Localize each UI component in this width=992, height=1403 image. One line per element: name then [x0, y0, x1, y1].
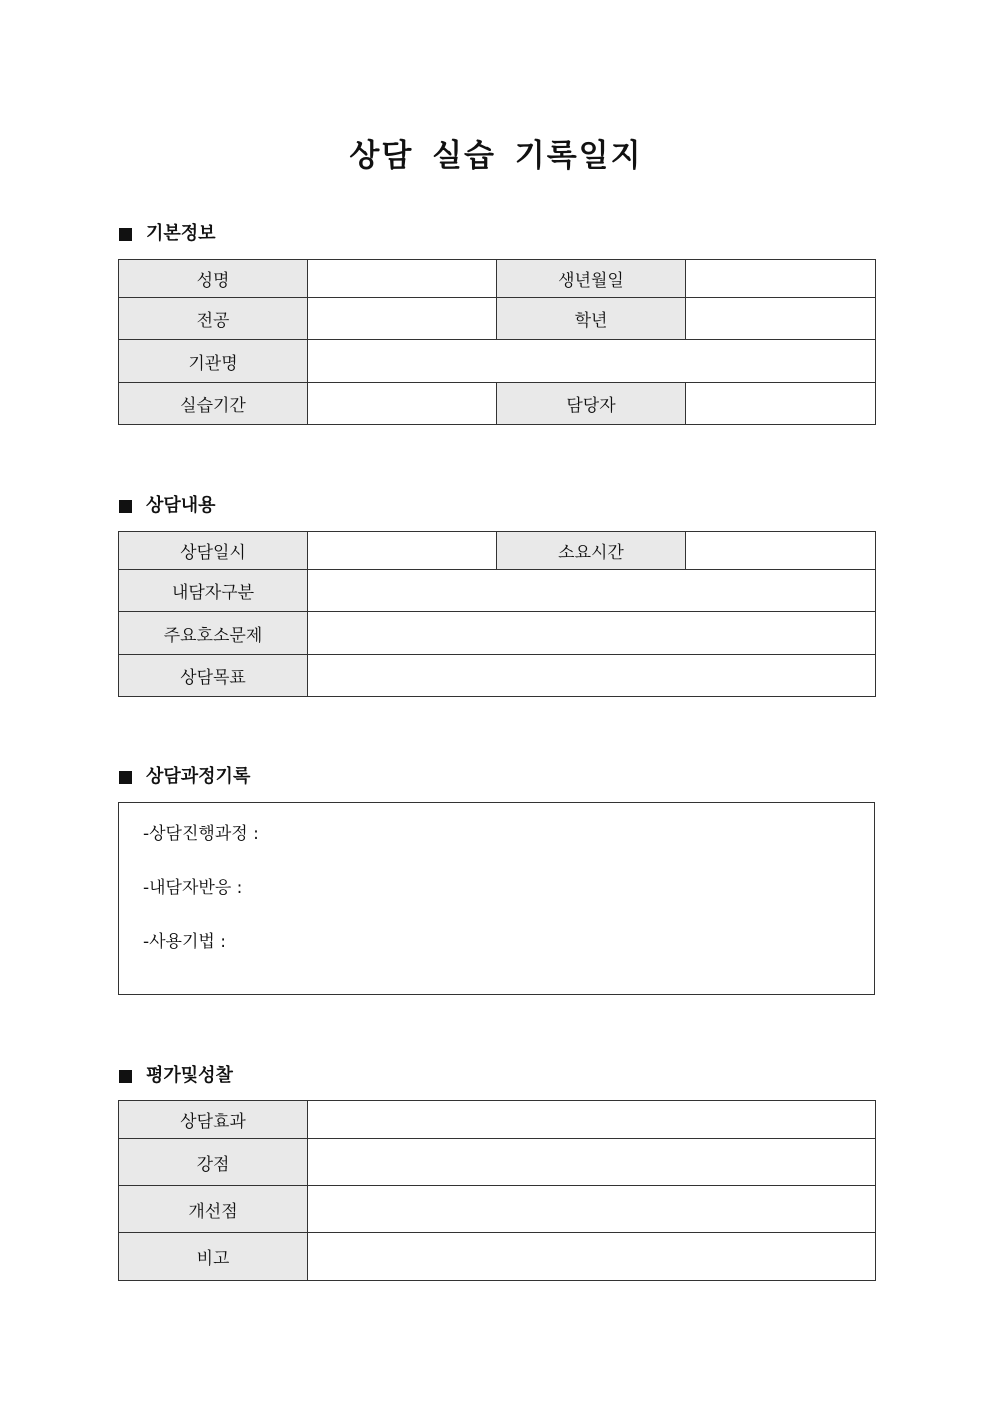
effect-label: 상담효과 [119, 1101, 308, 1139]
period-field[interactable] [308, 383, 497, 425]
major-field[interactable] [308, 298, 497, 340]
table-row [119, 260, 876, 298]
remarks-label: 비고 [119, 1233, 308, 1281]
section-heading-basic-info [119, 222, 216, 246]
table-row [119, 570, 876, 612]
remarks-field[interactable] [308, 1233, 876, 1281]
strength-label: 강점 [119, 1139, 308, 1186]
table-row [119, 298, 876, 340]
table-row [119, 1233, 876, 1281]
square-bullet-icon [119, 1070, 132, 1083]
effect-field[interactable] [308, 1101, 876, 1139]
basic-info-table [118, 259, 876, 425]
section-heading-label: 상담내용 [146, 495, 216, 516]
institution-field[interactable] [308, 340, 876, 383]
birthdate-label: 생년월일 [497, 260, 686, 298]
square-bullet-icon [119, 500, 132, 513]
period-label: 실습기간 [119, 383, 308, 425]
name-label: 성명 [119, 260, 308, 298]
counseling-content-table [118, 531, 876, 697]
section-heading-label: 상담과정기록 [146, 766, 251, 787]
goal-field[interactable] [308, 655, 876, 697]
process-record-box[interactable] [118, 802, 875, 995]
process-progress-line: -상담진행과정 : [143, 824, 259, 844]
table-row [119, 340, 876, 383]
improvement-field[interactable] [308, 1186, 876, 1233]
section-heading-label: 기본정보 [146, 223, 216, 244]
grade-field[interactable] [686, 298, 876, 340]
table-row [119, 1186, 876, 1233]
duration-field[interactable] [686, 532, 876, 570]
grade-label: 학년 [497, 298, 686, 340]
datetime-label: 상담일시 [119, 532, 308, 570]
section-heading-counseling-content [119, 494, 216, 518]
goal-label: 상담목표 [119, 655, 308, 697]
table-row [119, 1139, 876, 1186]
table-row [119, 612, 876, 655]
client-type-label: 내담자구분 [119, 570, 308, 612]
major-label: 전공 [119, 298, 308, 340]
table-row [119, 383, 876, 425]
main-complaint-field[interactable] [308, 612, 876, 655]
document-title: 상담 실습 기록일지 [349, 138, 643, 174]
evaluation-table [118, 1100, 876, 1281]
main-complaint-label: 주요호소문제 [119, 612, 308, 655]
duration-label: 소요시간 [497, 532, 686, 570]
supervisor-field[interactable] [686, 383, 876, 425]
client-response-line: -내담자반응 : [143, 878, 243, 898]
section-heading-evaluation [119, 1064, 233, 1088]
table-row [119, 655, 876, 697]
client-type-field[interactable] [308, 570, 876, 612]
section-heading-label: 평가및성찰 [146, 1065, 233, 1086]
name-field[interactable] [308, 260, 497, 298]
square-bullet-icon [119, 771, 132, 784]
square-bullet-icon [119, 228, 132, 241]
strength-field[interactable] [308, 1139, 876, 1186]
supervisor-label: 담당자 [497, 383, 686, 425]
birthdate-field[interactable] [686, 260, 876, 298]
techniques-used-line: -사용기법 : [143, 932, 226, 952]
datetime-field[interactable] [308, 532, 497, 570]
section-heading-process-record [119, 765, 250, 789]
table-row [119, 1101, 876, 1139]
improvement-label: 개선점 [119, 1186, 308, 1233]
table-row [119, 532, 876, 570]
institution-label: 기관명 [119, 340, 308, 383]
